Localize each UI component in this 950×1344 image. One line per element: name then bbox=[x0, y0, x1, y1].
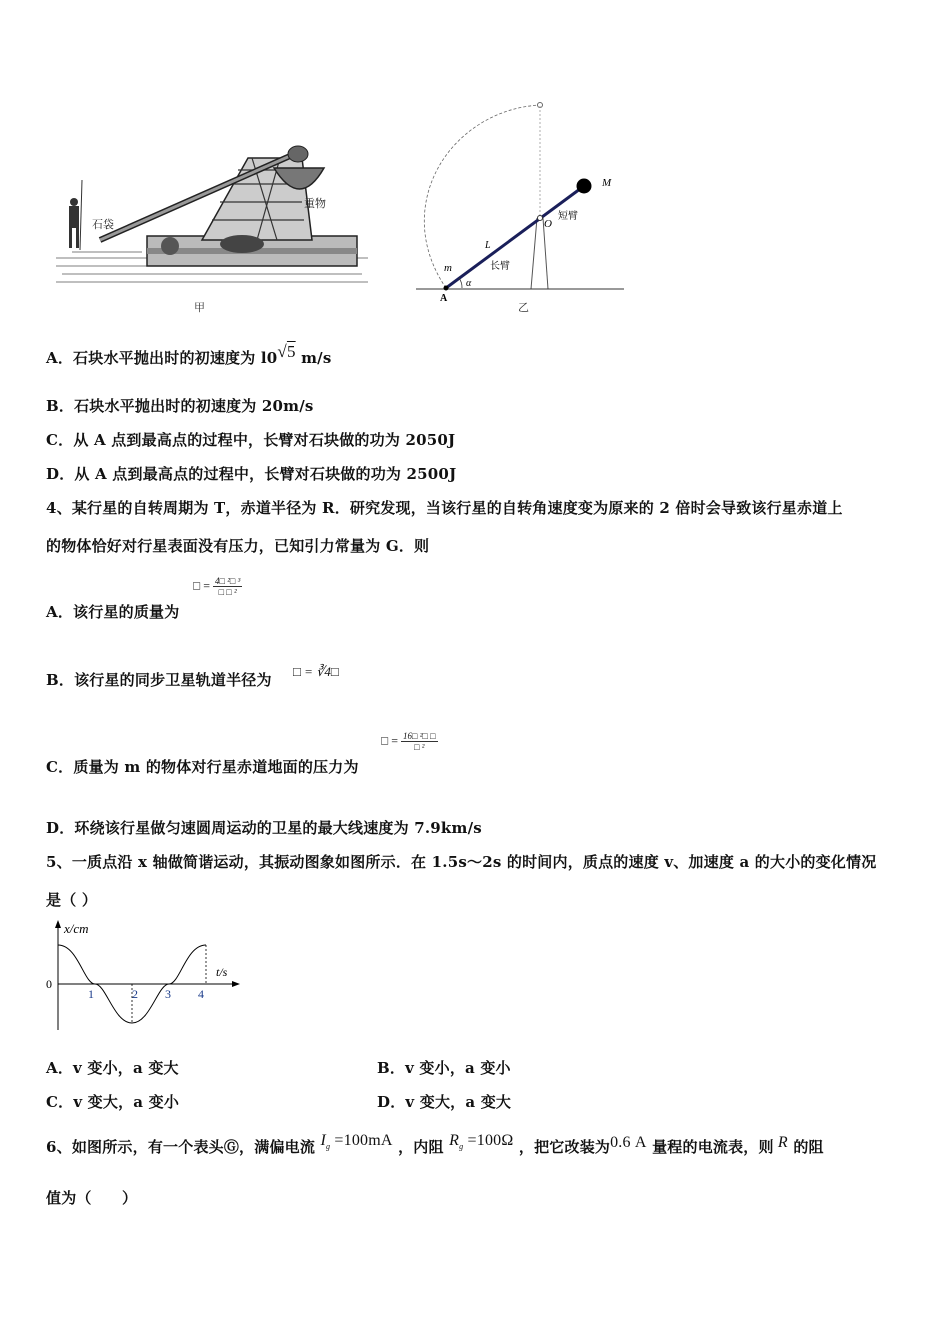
q3-option-a: A．石块水平抛出时的初速度为 l0√5 m/s bbox=[46, 342, 332, 367]
q5-option-c: C．v 变大，a 变小 bbox=[46, 1093, 180, 1111]
q4-option-a: A．该行星的质量为 bbox=[46, 603, 180, 621]
lever-diagram bbox=[410, 96, 640, 304]
label-M: M bbox=[602, 177, 612, 189]
q4-option-c: C．质量为 m 的物体对行星赤道地面的压力为 bbox=[46, 758, 359, 776]
q5-option-a: A．v 变小，a 变大 bbox=[46, 1059, 179, 1077]
q5-stem-line2: 是（ ） bbox=[46, 891, 98, 909]
figure-caption-jia: 甲 bbox=[194, 301, 205, 314]
q5-stem-line1: 5、一质点沿 x 轴做简谐运动，其振动图象如图所示．在 1.5s～2s 的时间内，质点的速度 v、加速度 a 的大小的变化情况 bbox=[46, 853, 877, 871]
q3-option-c: C．从 A 点到最高点的过程中，长臂对石块做的功为 2050J bbox=[46, 431, 456, 449]
graph-y-label: x/cm bbox=[64, 921, 89, 936]
q4-option-b-formula: □ = ∛4□ bbox=[293, 664, 339, 679]
label-O: O bbox=[544, 218, 552, 230]
label-weight: 重物 bbox=[304, 197, 326, 210]
graph-tick-3: 3 bbox=[165, 987, 171, 1001]
figure-caption-yi: 乙 bbox=[518, 301, 529, 314]
graph-tick-2: 2 bbox=[132, 987, 138, 1001]
q6-stem-line1: 6、如图所示，有一个表头Ⓖ，满偏电流 $I_g =100mA$ ，内阻 $R_g =100\Omega$ ，把它改装为0.6 A 量程的电流表，则 R 的阻 bbox=[46, 1132, 824, 1156]
galvanometer-icon: Ⓖ bbox=[223, 1138, 240, 1156]
q4-option-b: B．该行星的同步卫星轨道半径为 bbox=[46, 671, 272, 689]
label-long-arm: 长臂 bbox=[490, 261, 510, 272]
graph-origin-label: 0 bbox=[46, 977, 52, 991]
label-short-arm: 短臂 bbox=[558, 211, 578, 222]
label-alpha: α bbox=[466, 278, 472, 289]
label-m: m bbox=[444, 262, 452, 274]
q4-option-a-formula: □ = $\frac{\text{4□ ²□ ³}}{\text{□ □ ²}}$ bbox=[193, 576, 241, 597]
graph-x-label: t/s bbox=[216, 965, 228, 979]
q4-stem-line2: 的物体恰好对行星表面没有压力，已知引力常量为 G．则 bbox=[46, 537, 430, 555]
q4-option-c-formula: □ = $\frac{\text{16□ ²□ □}}{\text{□ ²}}$ bbox=[381, 731, 436, 752]
vibration-graph bbox=[44, 918, 244, 1036]
graph-tick-4: 4 bbox=[198, 987, 204, 1001]
label-stone-bag: 石袋 bbox=[92, 218, 114, 231]
q5-option-b: B．v 变小，a 变小 bbox=[377, 1059, 511, 1077]
q3-option-d: D．从 A 点到最高点的过程中，长臂对石块做的功为 2500J bbox=[46, 465, 457, 483]
catapult-illustration bbox=[52, 140, 372, 290]
q3-option-b: B．石块水平抛出时的初速度为 20m/s bbox=[46, 397, 314, 415]
q6-stem-line2: 值为（ ） bbox=[46, 1189, 138, 1207]
q4-stem-line1: 4、某行星的自转周期为 T，赤道半径为 R．研究发现，当该行星的自转角速度变为原来的 2 倍时会导致该行星赤道上 bbox=[46, 499, 843, 517]
q5-option-d: D．v 变大，a 变大 bbox=[377, 1093, 512, 1111]
label-A: A bbox=[440, 293, 448, 304]
q4-option-d: D．环绕该行星做匀速圆周运动的卫星的最大线速度为 7.9km/s bbox=[46, 819, 482, 837]
label-L: L bbox=[485, 240, 491, 251]
graph-tick-1: 1 bbox=[88, 987, 94, 1001]
